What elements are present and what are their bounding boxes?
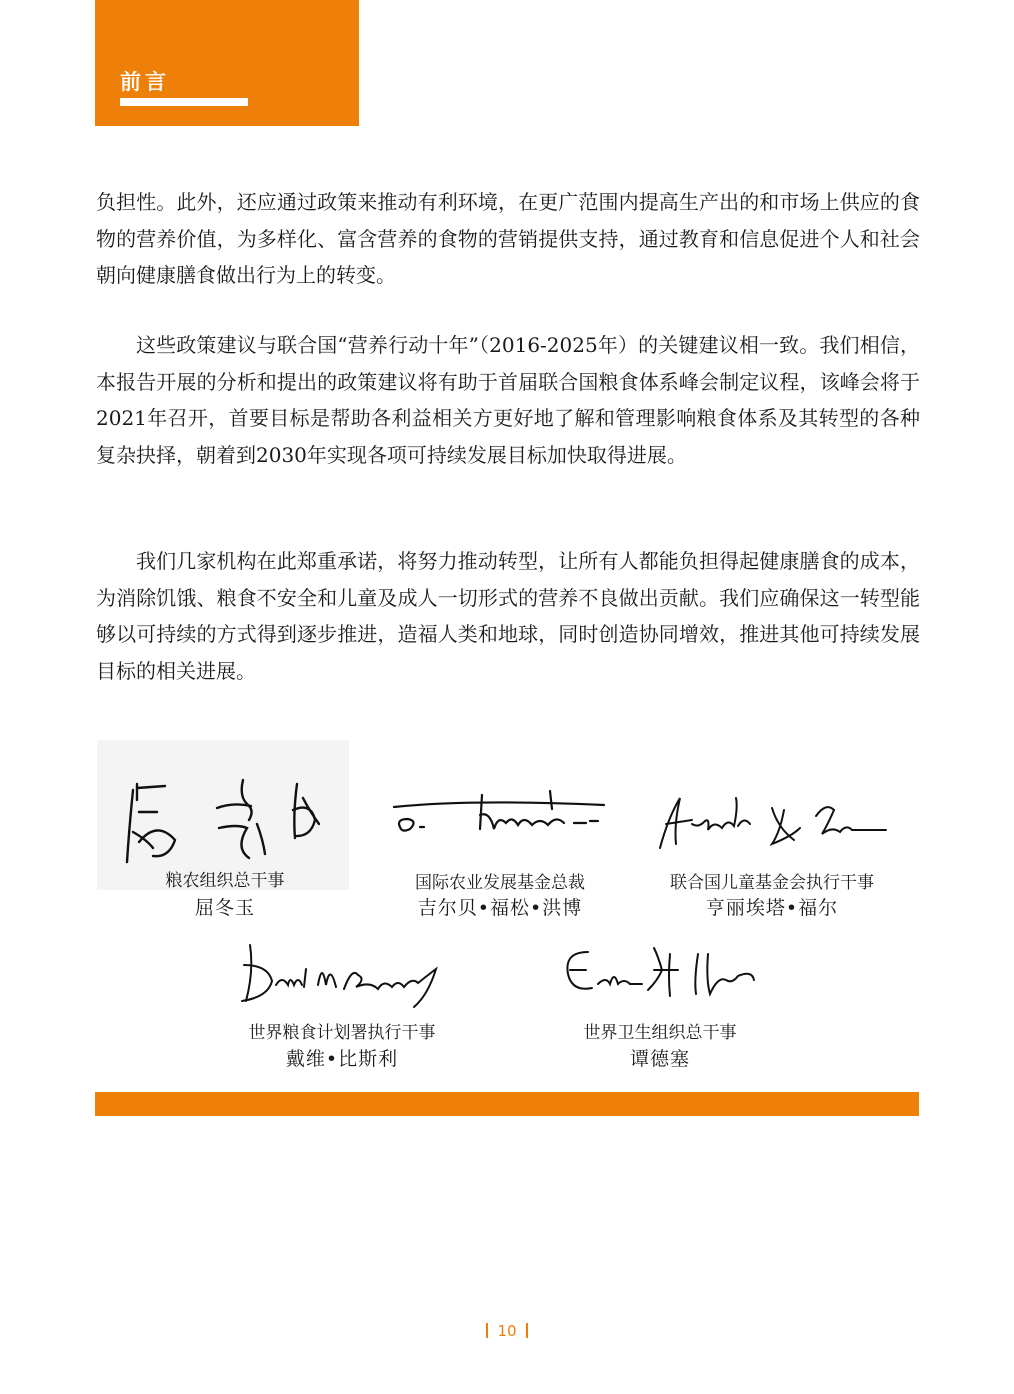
- signatory-name: 戴维•比斯利: [285, 1048, 399, 1070]
- paragraph-2: 这些政策建议与联合国“营养行动十年”（2016-2025年）的关键建议相一致。我们相信，本报告开展的分析和提出的政策建议将有助于首届联合国粮食体系峰会制定议程，该峰会将于2021年召开，首要目标是帮助各利益相关方更好地了解和管理影响粮食体系及其转型的各种复杂抉择，朝着到2030年实现各项可持续发展目标加快取得进展。: [96, 333, 920, 467]
- signatory-name: 屈冬玉: [194, 897, 255, 919]
- signature-image-unicef: [652, 788, 892, 860]
- paragraph-1: 负担性。此外，还应通过政策来推动有利环境，在更广范围内提高生产出的和市场上供应的食物的营养价值，为多样化、富含营养的食物的营销提供支持，通过教育和信息促进个人和社会朝向健康膳食做出行为上的转变。: [96, 190, 920, 287]
- page-number-divider-left: [486, 1323, 488, 1338]
- signatory-title: 世界粮食计划署执行干事: [248, 1023, 436, 1043]
- page-number-divider-right: [526, 1323, 528, 1338]
- header-block: [95, 0, 359, 126]
- signatory-title: 国际农业发展基金总裁: [415, 873, 585, 893]
- signatory-title: 联合国儿童基金会执行干事: [670, 873, 874, 893]
- page-number-value: 10: [497, 1322, 517, 1340]
- section-title-underline: [120, 98, 248, 106]
- paragraph-3: 我们几家机构在此郑重承诺，将努力推动转型，让所有人都能负担得起健康膳食的成本，为消除饥饿、粮食不安全和儿童及成人一切形式的营养不良做出贡献。我们应确保这一转型能够以可持续的方式得到逐步推进，造福人类和地球，同时创造协同增效，推进其他可持续发展目标的相关进展。: [96, 549, 920, 683]
- page-number: [0, 1322, 1014, 1340]
- footer-accent-bar: [95, 1092, 919, 1116]
- signatory-name: 亨丽埃塔•福尔: [705, 897, 839, 919]
- section-title: 前言: [120, 70, 170, 94]
- signature-image-ifad: [390, 785, 610, 845]
- signatory-title: 粮农组织总干事: [165, 871, 285, 891]
- signatory-name: 谭德塞: [629, 1048, 690, 1070]
- signatory-title: 世界卫生组织总干事: [583, 1023, 737, 1043]
- signature-image-who: [558, 940, 764, 1004]
- signatory-name: 吉尔贝•福松•洪博: [417, 897, 583, 919]
- signature-image-wfp: [232, 935, 452, 1011]
